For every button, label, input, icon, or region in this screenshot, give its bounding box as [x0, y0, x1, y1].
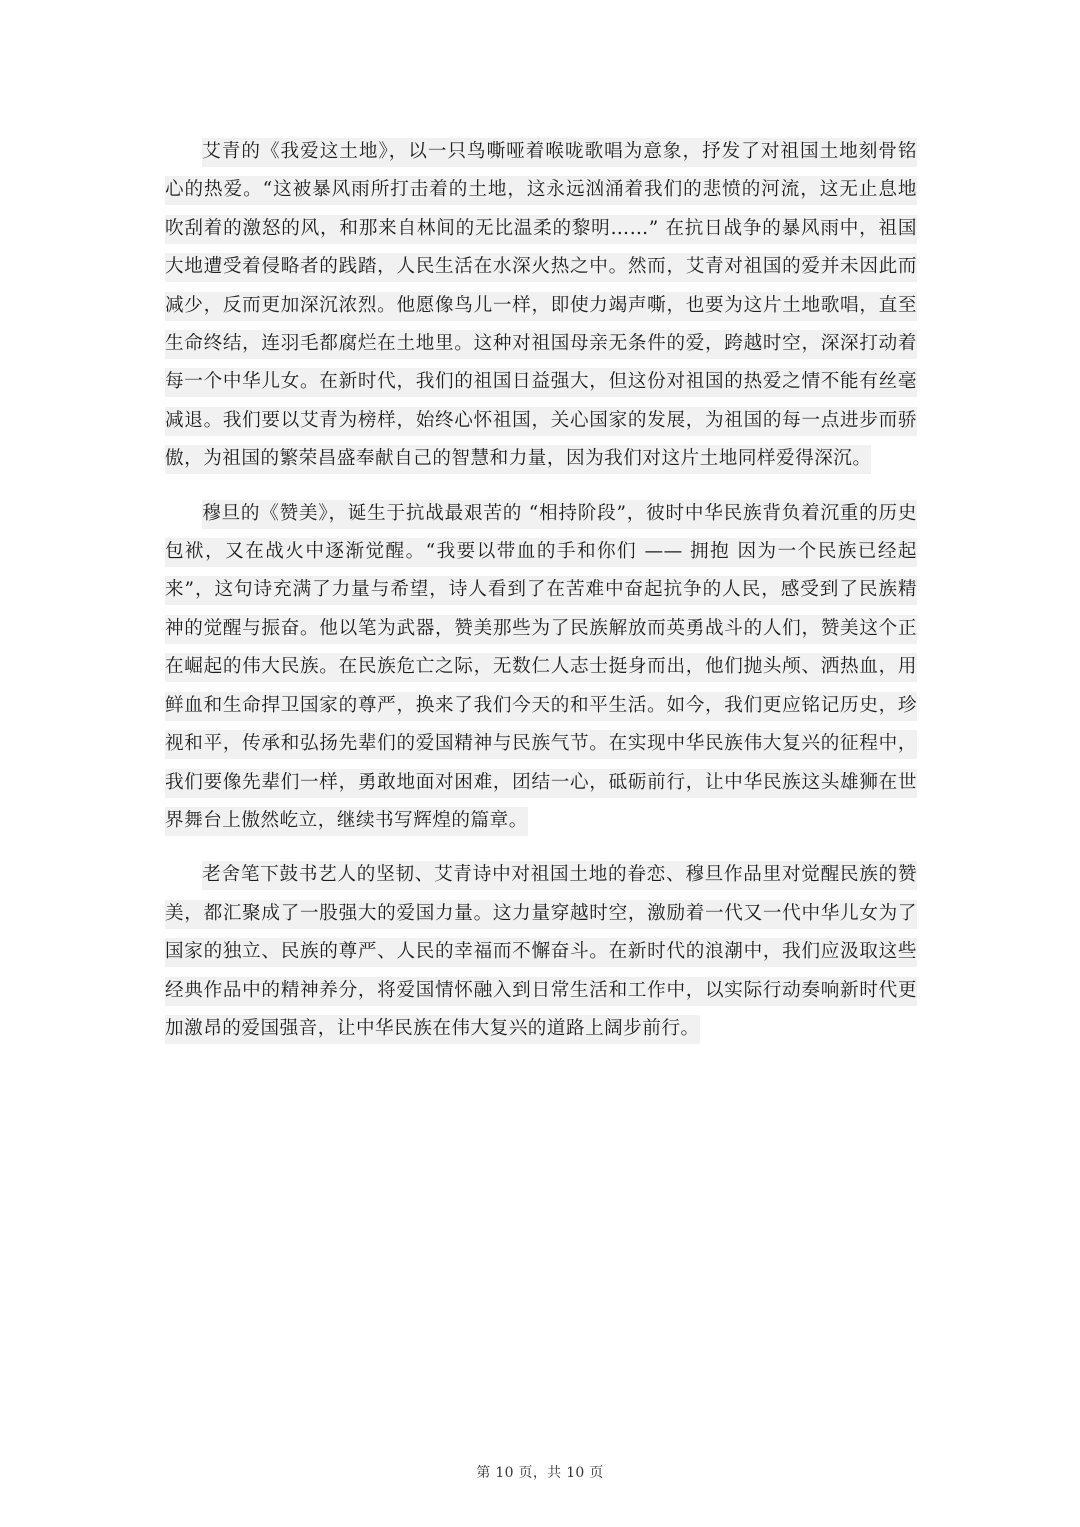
- paragraph-text: 老舍笔下鼓书艺人的坚韧、艾青诗中对祖国土地的眷恋、穆旦作品里对觉醒民族的赞美，都汇聚成了一股强大的爱国力量。这力量穿越时空，激励着一代又一代中华儿女为了国家的独立、民族的尊严、人民的幸福而不懈奋斗。在新时代的浪潮中，我们应汲取这些经典作品中的精神养分，将爱国情怀融入到日常生活和工作中，以实际行动奏响新时代更加激昂的爱国强音，让中华民族在伟大复兴的道路上阔步前行。: [165, 861, 917, 1044]
- paragraph-text: 穆旦的《赞美》，诞生于抗战最艰苦的 “相持阶段”，彼时中华民族背负着沉重的历史包袱，又在战火中逐渐觉醒。“我要以带血的手和你们 —— 拥抱 因为一个民族已经起来”，这句诗充满了力量与希望，诗人看到了在苦难中奋起抗争的人民，感受到了民族精神的觉醒与振奋。他以笔为武器，赞美那些为了民族解放而英勇战斗的人们，赞美这个正在崛起的伟大民族。在民族危亡之际，无数仁人志士挺身而出，他们抛头颅、洒热血，用鲜血和生命捍卫国家的尊严，换来了我们今天的和平生活。如今，我们更应铭记历史，珍视和平，传承和弘扬先辈们的爱国精神与民族气节。在实现中华民族伟大复兴的征程中，我们要像先辈们一样，勇敢地面对困难，团结一心，砥砺前行，让中华民族这头雄狮在世界舞台上傲然屹立，继续书写辉煌的篇章。: [165, 500, 917, 836]
- paragraph-mu-dan: [165, 495, 917, 841]
- document-body: [165, 133, 917, 1064]
- paragraph-ai-qing: [165, 133, 917, 479]
- page-number-footer: 第 10 页，共 10 页: [476, 1465, 604, 1481]
- paragraph-text: 艾青的《我爱这土地》，以一只鸟嘶哑着喉咙歌唱为意象，抒发了对祖国土地刻骨铭心的热爱。“这被暴风雨所打击着的土地，这永远汹涌着我们的悲愤的河流，这无止息地吹刮着的激怒的风，和那来自林间的无比温柔的黎明……” 在抗日战争的暴风雨中，祖国大地遭受着侵略者的践踏，人民生活在水深火热之中。然而，艾青对祖国的爱并未因此而减少，反而更加深沉浓烈。他愿像鸟儿一样，即使力竭声嘶，也要为这片土地歌唱，直至生命终结，连羽毛都腐烂在土地里。这种对祖国母亲无条件的爱，跨越时空，深深打动着每一个中华儿女。在新时代，我们的祖国日益强大，但这份对祖国的热爱之情不能有丝毫减退。我们要以艾青为榜样，始终心怀祖国，关心国家的发展，为祖国的每一点进步而骄傲，为祖国的繁荣昌盛奉献自己的智慧和力量，因为我们对这片土地同样爱得深沉。: [165, 138, 917, 474]
- paragraph-conclusion: [165, 856, 917, 1048]
